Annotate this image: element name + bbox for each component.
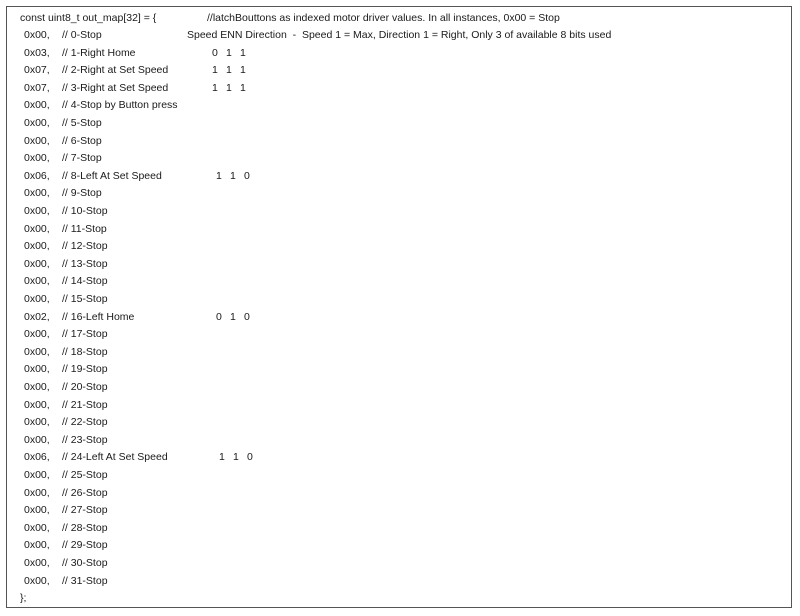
row-hex-value: 0x00, (24, 416, 50, 429)
row-hex-value: 0x00, (24, 222, 50, 235)
row-comment: // 7-Stop (62, 152, 102, 165)
row-hex-value: 0x00, (24, 381, 50, 393)
row-comment: // 15-Stop (62, 293, 108, 305)
row-hex-value: 0x00, (24, 539, 50, 552)
row-comment: // 10-Stop (62, 205, 108, 217)
header-comment: //latchBouttons as indexed motor driver values. In all instances, 0x00 = Stop (207, 12, 560, 24)
row-bit: 1 (240, 81, 246, 94)
row-bit: 1 (219, 451, 225, 464)
code-frame (6, 6, 792, 608)
row-hex-value: 0x00, (24, 275, 50, 288)
row-comment: // 22-Stop (62, 416, 108, 429)
row-hex-value: 0x00, (24, 345, 50, 358)
row-bit: 0 (212, 46, 218, 59)
row-comment: // 29-Stop (62, 539, 108, 552)
row-hex-value: 0x03, (24, 46, 50, 59)
row-hex-value: 0x00, (24, 521, 50, 534)
row-comment: // 31-Stop (62, 574, 108, 587)
row-comment: // 0-Stop (62, 29, 102, 41)
row-hex-value: 0x07, (24, 64, 50, 77)
row-comment: // 30-Stop (62, 557, 108, 569)
row-comment: // 21-Stop (62, 398, 108, 411)
row-comment: // 5-Stop (62, 117, 102, 129)
row-hex-value: 0x00, (24, 117, 50, 129)
row-bit: 1 (226, 64, 232, 77)
row-hex-value: 0x02, (24, 310, 50, 323)
row-hex-value: 0x00, (24, 486, 50, 499)
row-bit: 1 (240, 64, 246, 77)
row-hex-value: 0x00, (24, 469, 50, 481)
row-bit: 0 (247, 451, 253, 464)
row-bit-values (216, 311, 258, 324)
row-bit: 0 (244, 169, 250, 182)
row-comment: // 16-Left Home (62, 310, 135, 323)
row-hex-value: 0x00, (24, 433, 50, 446)
array-closing: }; (20, 592, 27, 605)
row-hex-value: 0x00, (24, 363, 50, 376)
row-comment: // 18-Stop (62, 345, 108, 358)
row-bit: 1 (230, 310, 236, 323)
row-comment: // 20-Stop (62, 381, 108, 393)
row-hex-value: 0x00, (24, 134, 50, 147)
row-hex-value: 0x00, (24, 205, 50, 217)
row-hex-value: 0x00, (24, 152, 50, 165)
row-comment: // 3-Right at Set Speed (62, 81, 169, 94)
row-bit: 1 (212, 64, 218, 77)
row-hex-value: 0x00, (24, 257, 50, 270)
row-comment: // 11-Stop (62, 222, 107, 235)
row-comment: // 28-Stop (62, 521, 108, 534)
row-bit: 1 (226, 81, 232, 94)
row-comment: // 13-Stop (62, 257, 108, 270)
row-hex-value: 0x00, (24, 574, 50, 587)
row-comment: // 27-Stop (62, 504, 108, 517)
row-bit: 1 (226, 46, 232, 59)
row-comment: // 17-Stop (62, 328, 108, 341)
row-bit-values (216, 170, 258, 183)
row-comment: // 1-Right Home (62, 46, 136, 59)
row-bit-values (219, 451, 261, 464)
row-hex-value: 0x06, (24, 451, 50, 464)
row-bit-values (212, 64, 254, 77)
row-comment: // 2-Right at Set Speed (62, 64, 169, 77)
row-hex-value: 0x00, (24, 187, 50, 200)
bit-legend: Speed ENN Direction - Speed 1 = Max, Direction 1 = Right, Only 3 of available 8 bits used (187, 29, 612, 41)
row-comment: // 8-Left At Set Speed (62, 169, 162, 182)
row-bit: 1 (240, 46, 246, 59)
row-bit: 0 (244, 310, 250, 323)
row-bit: 1 (233, 451, 239, 464)
row-bit-values (212, 82, 254, 95)
row-comment: // 23-Stop (62, 433, 108, 446)
row-hex-value: 0x00, (24, 99, 50, 112)
row-comment: // 26-Stop (62, 486, 108, 499)
row-comment: // 14-Stop (62, 275, 108, 288)
row-bit: 1 (230, 169, 236, 182)
row-comment: // 25-Stop (62, 469, 108, 481)
row-hex-value: 0x00, (24, 504, 50, 517)
row-hex-value: 0x00, (24, 557, 50, 569)
row-comment: // 19-Stop (62, 363, 108, 376)
row-hex-value: 0x00, (24, 293, 50, 305)
row-comment: // 9-Stop (62, 187, 102, 200)
array-declaration: const uint8_t out_map[32] = { (20, 12, 157, 24)
row-comment: // 6-Stop (62, 134, 102, 147)
row-bit: 1 (216, 169, 222, 182)
row-bit-values (212, 47, 254, 60)
row-hex-value: 0x00, (24, 240, 50, 253)
row-bit: 0 (216, 310, 222, 323)
row-comment: // 12-Stop (62, 240, 108, 253)
row-hex-value: 0x00, (24, 328, 50, 341)
row-hex-value: 0x00, (24, 29, 50, 41)
row-hex-value: 0x00, (24, 398, 50, 411)
row-hex-value: 0x06, (24, 169, 50, 182)
row-comment: // 4-Stop by Button press (62, 99, 178, 112)
row-hex-value: 0x07, (24, 81, 50, 94)
row-bit: 1 (212, 81, 218, 94)
row-comment: // 24-Left At Set Speed (62, 451, 168, 464)
